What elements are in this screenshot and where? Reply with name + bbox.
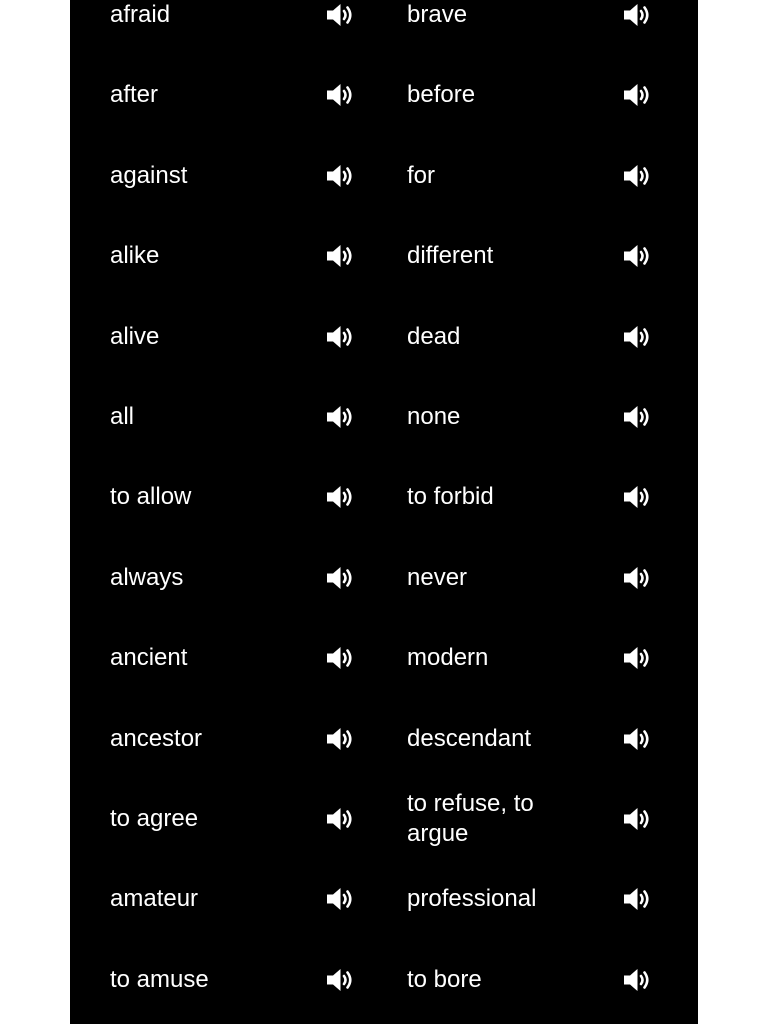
- speaker-icon[interactable]: [621, 481, 653, 513]
- word-pair-row: [70, 297, 698, 377]
- word-pair-row: [70, 538, 698, 618]
- speaker-icon[interactable]: [324, 160, 356, 192]
- speaker-icon[interactable]: [324, 481, 356, 513]
- speaker-icon[interactable]: [621, 160, 653, 192]
- word-label: all: [110, 403, 135, 430]
- opposite-word-label: for: [407, 161, 436, 189]
- speaker-icon[interactable]: [324, 562, 356, 594]
- speaker-icon[interactable]: [621, 883, 653, 915]
- speaker-icon[interactable]: [324, 803, 356, 835]
- opposite-word-label: brave: [407, 1, 468, 28]
- speaker-icon[interactable]: [621, 401, 653, 433]
- speaker-icon[interactable]: [324, 240, 356, 272]
- word-label: afraid: [110, 1, 171, 28]
- opposite-word-label: to bore: [407, 965, 482, 993]
- opposite-word-label: before: [407, 81, 476, 109]
- opposite-word-label: dead: [407, 322, 461, 350]
- antonym-list: [70, 0, 698, 1024]
- speaker-icon[interactable]: [324, 964, 356, 996]
- speaker-icon[interactable]: [621, 562, 653, 594]
- word-pair-row: [70, 699, 698, 779]
- word-pair-row: [70, 940, 698, 1020]
- opposite-word-label: never: [407, 563, 468, 591]
- word-label: ancient: [110, 644, 188, 672]
- word-pair-row: [70, 618, 698, 698]
- word-pair-row: [70, 457, 698, 537]
- speaker-icon[interactable]: [621, 803, 653, 835]
- speaker-icon[interactable]: [621, 240, 653, 272]
- word-label: to allow: [110, 483, 192, 511]
- speaker-icon[interactable]: [621, 0, 653, 31]
- word-label: alive: [110, 322, 160, 350]
- opposite-word-label: professional: [407, 885, 537, 913]
- word-pair-row: [70, 216, 698, 296]
- word-pair-row: [70, 779, 698, 859]
- word-label: alike: [110, 242, 160, 270]
- word-pair-row: [70, 859, 698, 939]
- speaker-icon[interactable]: [324, 0, 356, 31]
- word-label: against: [110, 161, 188, 189]
- speaker-icon[interactable]: [324, 723, 356, 755]
- speaker-icon[interactable]: [621, 642, 653, 674]
- speaker-icon[interactable]: [324, 321, 356, 353]
- opposite-word-label: modern: [407, 644, 489, 672]
- speaker-icon[interactable]: [621, 964, 653, 996]
- word-pair-row: [70, 55, 698, 135]
- word-label: amateur: [110, 885, 199, 913]
- word-label: after: [110, 81, 159, 109]
- speaker-icon[interactable]: [324, 79, 356, 111]
- word-label: ancestor: [110, 724, 203, 752]
- word-pair-row: [70, 377, 698, 457]
- speaker-icon[interactable]: [324, 642, 356, 674]
- word-label: to agree: [110, 805, 199, 832]
- speaker-icon[interactable]: [324, 883, 356, 915]
- word-pair-row: [70, 0, 698, 55]
- opposite-word-label: to forbid: [407, 483, 494, 511]
- opposite-word-label: to refuse, to argue: [407, 790, 534, 847]
- word-label: to amuse: [110, 965, 209, 993]
- word-label: always: [110, 563, 184, 591]
- speaker-icon[interactable]: [621, 321, 653, 353]
- opposite-word-label: different: [407, 242, 494, 270]
- speaker-icon[interactable]: [621, 723, 653, 755]
- opposite-word-label: descendant: [407, 724, 532, 752]
- opposite-word-label: none: [407, 403, 461, 430]
- speaker-icon[interactable]: [324, 401, 356, 433]
- speaker-icon[interactable]: [621, 79, 653, 111]
- word-pair-row: [70, 136, 698, 216]
